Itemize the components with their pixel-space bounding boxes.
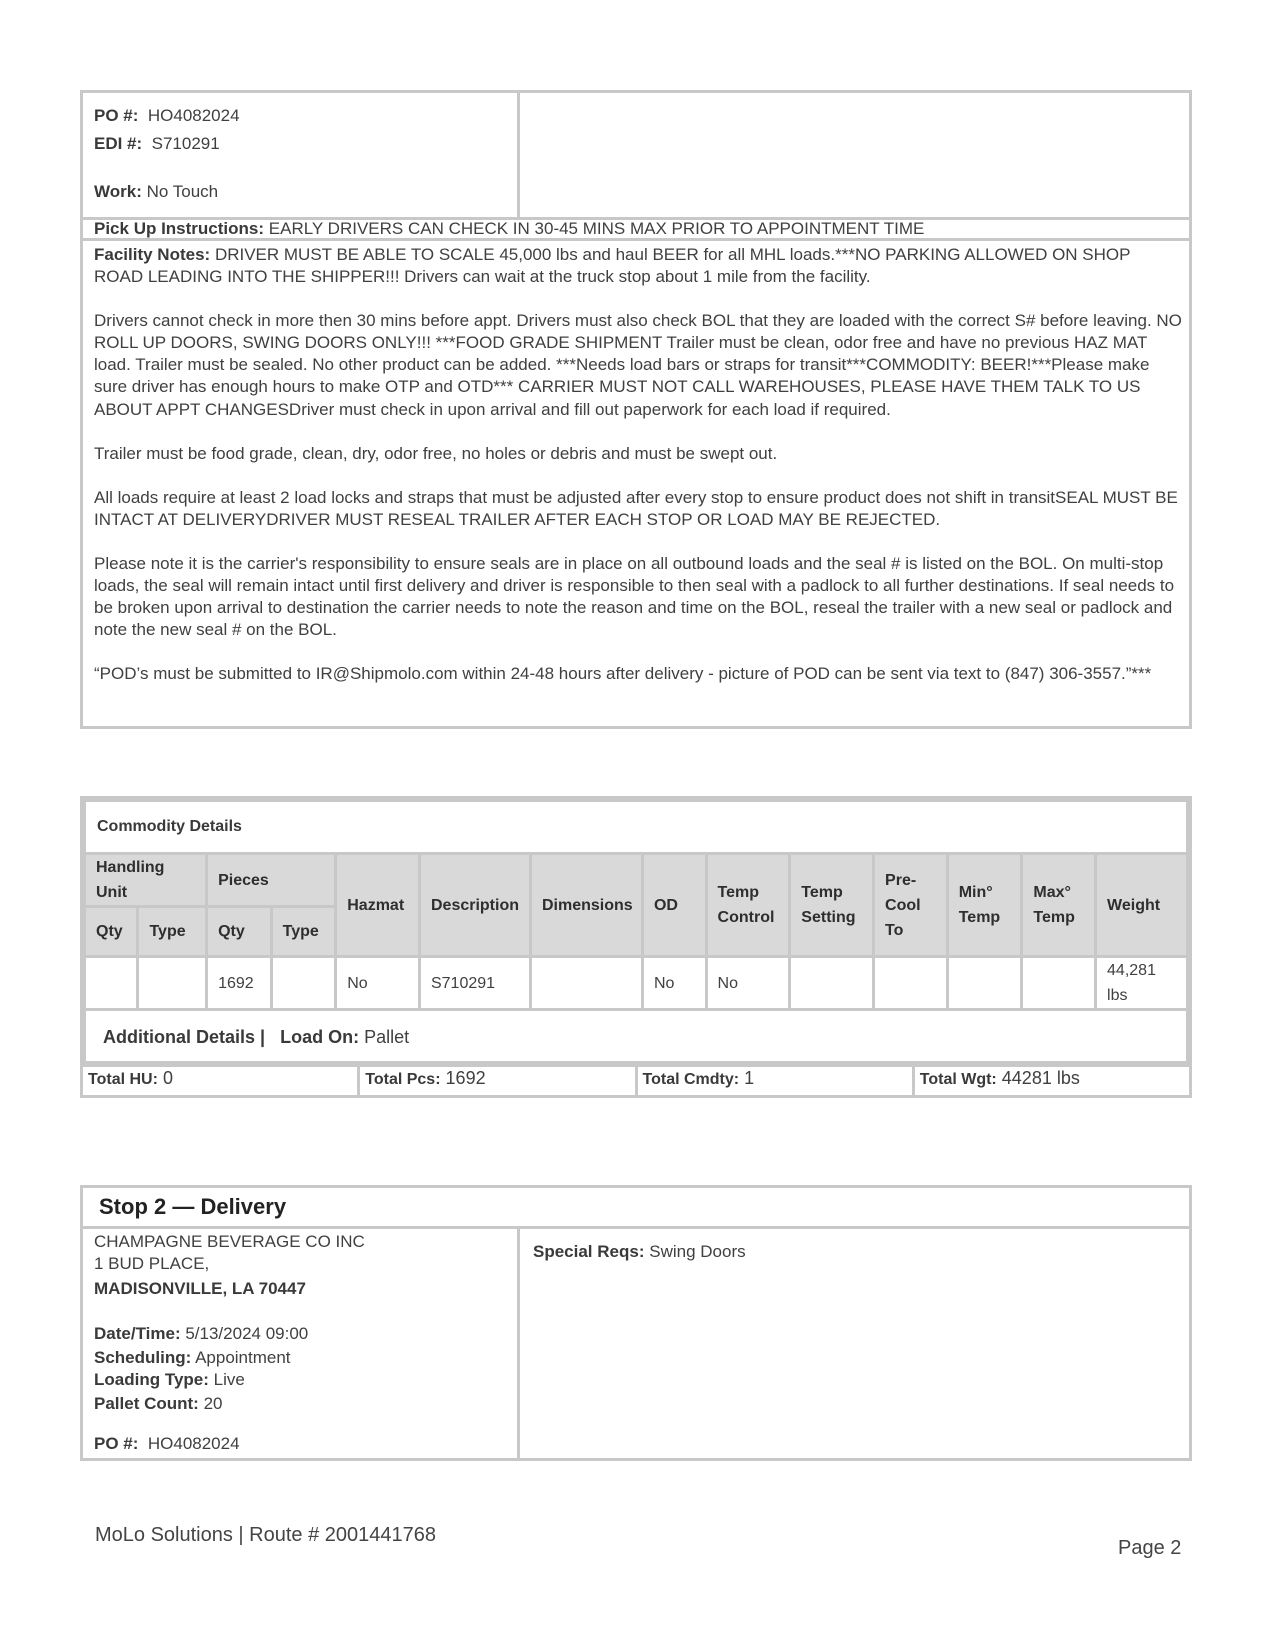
stop-po-label: PO #: [94, 1434, 139, 1453]
po-label: PO #: [94, 106, 139, 125]
total-pcs-value: 1692 [445, 1068, 486, 1088]
consignee-address: 1 BUD PLACE, [94, 1254, 210, 1273]
total-pcs-label: Total Pcs: [365, 1071, 441, 1088]
total-pcs [360, 1064, 637, 1095]
loading-label: Loading Type: [94, 1370, 209, 1389]
total-cmdty-value: 1 [744, 1068, 755, 1088]
stop-po-value: HO4082024 [147, 1434, 240, 1453]
commodity-title-cell [85, 801, 1188, 854]
dimensions-cell [530, 957, 642, 1010]
pickup-details-box [80, 90, 1192, 729]
consignee-name: CHAMPAGNE BEVERAGE CO INC [94, 1232, 365, 1251]
dimensions-header: Dimensions [530, 854, 642, 957]
commodity-table [83, 799, 1189, 1067]
stop-loading-type [94, 1369, 245, 1391]
stop-address-cell [83, 1229, 520, 1458]
consignee-city-state [94, 1278, 306, 1300]
additional-details [85, 1010, 1188, 1066]
od-cell: No [642, 957, 706, 1010]
po-number [94, 105, 240, 127]
hu-type-cell [138, 957, 207, 1010]
facility-notes-p1 [94, 244, 1182, 288]
total-cmdty-label: Total Cmdty: [642, 1071, 740, 1088]
stop-scheduling [94, 1347, 291, 1369]
hazmat-cell: No [336, 957, 420, 1010]
loading-value: Live [213, 1370, 245, 1389]
description-header: Description [419, 854, 530, 957]
special-requirements [533, 1241, 746, 1263]
facility-label: Facility Notes: [94, 245, 211, 264]
commodity-title: Commodity Details [97, 817, 242, 835]
load-on-value: Pallet [364, 1026, 410, 1047]
hu-type-header: Type [138, 907, 207, 957]
edi-number [94, 133, 220, 155]
pickup-label: Pick Up Instructions: [94, 219, 265, 238]
stop-po-number [94, 1433, 240, 1455]
min-temp-cell [947, 957, 1022, 1010]
temp-setting-cell [790, 957, 874, 1010]
page-number: Page 2 [1118, 1537, 1182, 1559]
stop-2-box [80, 1185, 1192, 1461]
od-header: OD [642, 854, 706, 957]
facility-text-1: DRIVER MUST BE ABLE TO SCALE 45,000 lbs and haul BEER for all MHL loads.***NO PARKING ALLOWED ON SHOP ROAD LEADING INTO THE SHIPPER!!! Drivers can wait at the truck stop about 1 mile from the facility. [94, 245, 1131, 287]
total-hu-label: Total HU: [88, 1071, 158, 1088]
min-temp-header: Min° Temp [947, 854, 1022, 957]
scheduling-label: Scheduling: [94, 1348, 192, 1367]
facility-notes-p4: All loads require at least 2 load locks and straps that must be adjusted after every stop to ensure product does not shift in transitSEAL MUST BE INTACT AT DELIVERYDRIVER MUST RESEAL TRAILER AFTER EACH STOP OR LOAD MAY BE REJECTED. [94, 487, 1178, 529]
load-on-label: Load On: [280, 1026, 360, 1047]
facility-notes-p5: Please note it is the carrier's responsibility to ensure seals are in place on all outbound loads and the seal # is listed on the BOL. On multi-stop loads, the seal will remain intact until first delivery and driver is responsible to then seal with a padlock to all further destinations. If seal needs to be broken upon arrival to destination the carrier needs to note the reason and time on the BOL, reseal the trailer with a new seal or padlock and note the new seal # on the BOL. [94, 553, 1175, 640]
hazmat-header: Hazmat [336, 854, 420, 957]
datetime-value: 5/13/2024 09:00 [185, 1324, 309, 1343]
pallet-label: Pallet Count: [94, 1394, 199, 1413]
edi-label: EDI #: [94, 134, 143, 153]
pcs-type-header: Type [271, 907, 336, 957]
pickup-value: EARLY DRIVERS CAN CHECK IN 30-45 MINS MAX PRIOR TO APPOINTMENT TIME [268, 219, 925, 238]
handling-unit-header: Handling Unit [85, 854, 207, 907]
precool-cell [874, 957, 948, 1010]
city-state-text: MADISONVILLE, LA 70447 [94, 1279, 306, 1298]
hu-qty-header: Qty [85, 907, 138, 957]
precool-header: Pre-Cool To [874, 854, 948, 957]
reference-cell [83, 93, 520, 217]
facility-notes-p6: “POD’s must be submitted to IR@Shipmolo.com within 24-48 hours after delivery - picture of POD can be sent via text to (847) 306-3557.”*** [94, 664, 1152, 684]
weight-cell: 44,281 lbs [1096, 957, 1188, 1010]
stop-title: Stop 2 — Delivery [83, 1188, 1189, 1229]
total-hu [83, 1064, 360, 1095]
footer-route: MoLo Solutions | Route # 2001441768 [95, 1524, 437, 1546]
pieces-header: Pieces [207, 854, 336, 907]
total-wgt-value: 44281 lbs [1001, 1068, 1080, 1088]
pickup-instructions [83, 217, 1189, 241]
weight-header: Weight [1096, 854, 1188, 957]
facility-notes-p2: Drivers cannot check in more then 30 mins before appt. Drivers must also check BOL that they are loaded with the correct S# before leaving. NO ROLL UP DOORS, SWING DOORS ONLY!!! ***FOOD GRADE SHIPMENT Trailer must be clean, odor free and have no previous HAZ MAT load. Trailer must be sealed. No other product can be added. ***Needs load bars or straps for transit***COMMODITY: BEER!***Please make sure driver has enough hours to make OTP and OTD*** CARRIER MUST NOT CALL WAREHOUSES, PLEASE HAVE THEM TALK TO US ABOUT APPT CHANGESDriver must check in upon arrival and fill out paperwork for each load if required. [94, 311, 1182, 419]
stop-pallet-count [94, 1393, 223, 1415]
special-label: Special Reqs: [533, 1242, 645, 1261]
total-cmdty [638, 1064, 915, 1095]
commodity-details-box [80, 796, 1192, 1098]
pallet-value: 20 [203, 1394, 223, 1413]
pcs-type-cell [271, 957, 336, 1010]
facility-notes [94, 244, 1182, 707]
max-temp-cell [1022, 957, 1096, 1010]
totals-row [83, 1061, 1189, 1095]
total-hu-value: 0 [162, 1068, 173, 1088]
temp-setting-header: Temp Setting [790, 854, 874, 957]
po-value: HO4082024 [147, 106, 240, 125]
additional-label: Additional Details | [103, 1026, 266, 1047]
work-label: Work: [94, 182, 142, 201]
table-row [85, 957, 1188, 1010]
scheduling-value: Appointment [195, 1348, 291, 1367]
temp-control-cell: No [706, 957, 790, 1010]
work-value: No Touch [146, 182, 219, 201]
datetime-label: Date/Time: [94, 1324, 181, 1343]
work-type [94, 181, 218, 203]
hu-qty-cell [85, 957, 138, 1010]
pcs-qty-cell: 1692 [207, 957, 272, 1010]
total-wgt-label: Total Wgt: [919, 1071, 997, 1088]
pcs-qty-header: Qty [207, 907, 272, 957]
facility-notes-p3: Trailer must be food grade, clean, dry, odor free, no holes or debris and must be swept out. [94, 443, 778, 463]
stop-datetime [94, 1323, 308, 1345]
special-value: Swing Doors [649, 1242, 746, 1261]
max-temp-header: Max° Temp [1022, 854, 1096, 957]
total-wgt [915, 1064, 1189, 1095]
temp-control-header: Temp Control [706, 854, 790, 957]
edi-value: S710291 [151, 134, 220, 153]
description-cell: S710291 [419, 957, 530, 1010]
reference-row [83, 93, 1189, 220]
